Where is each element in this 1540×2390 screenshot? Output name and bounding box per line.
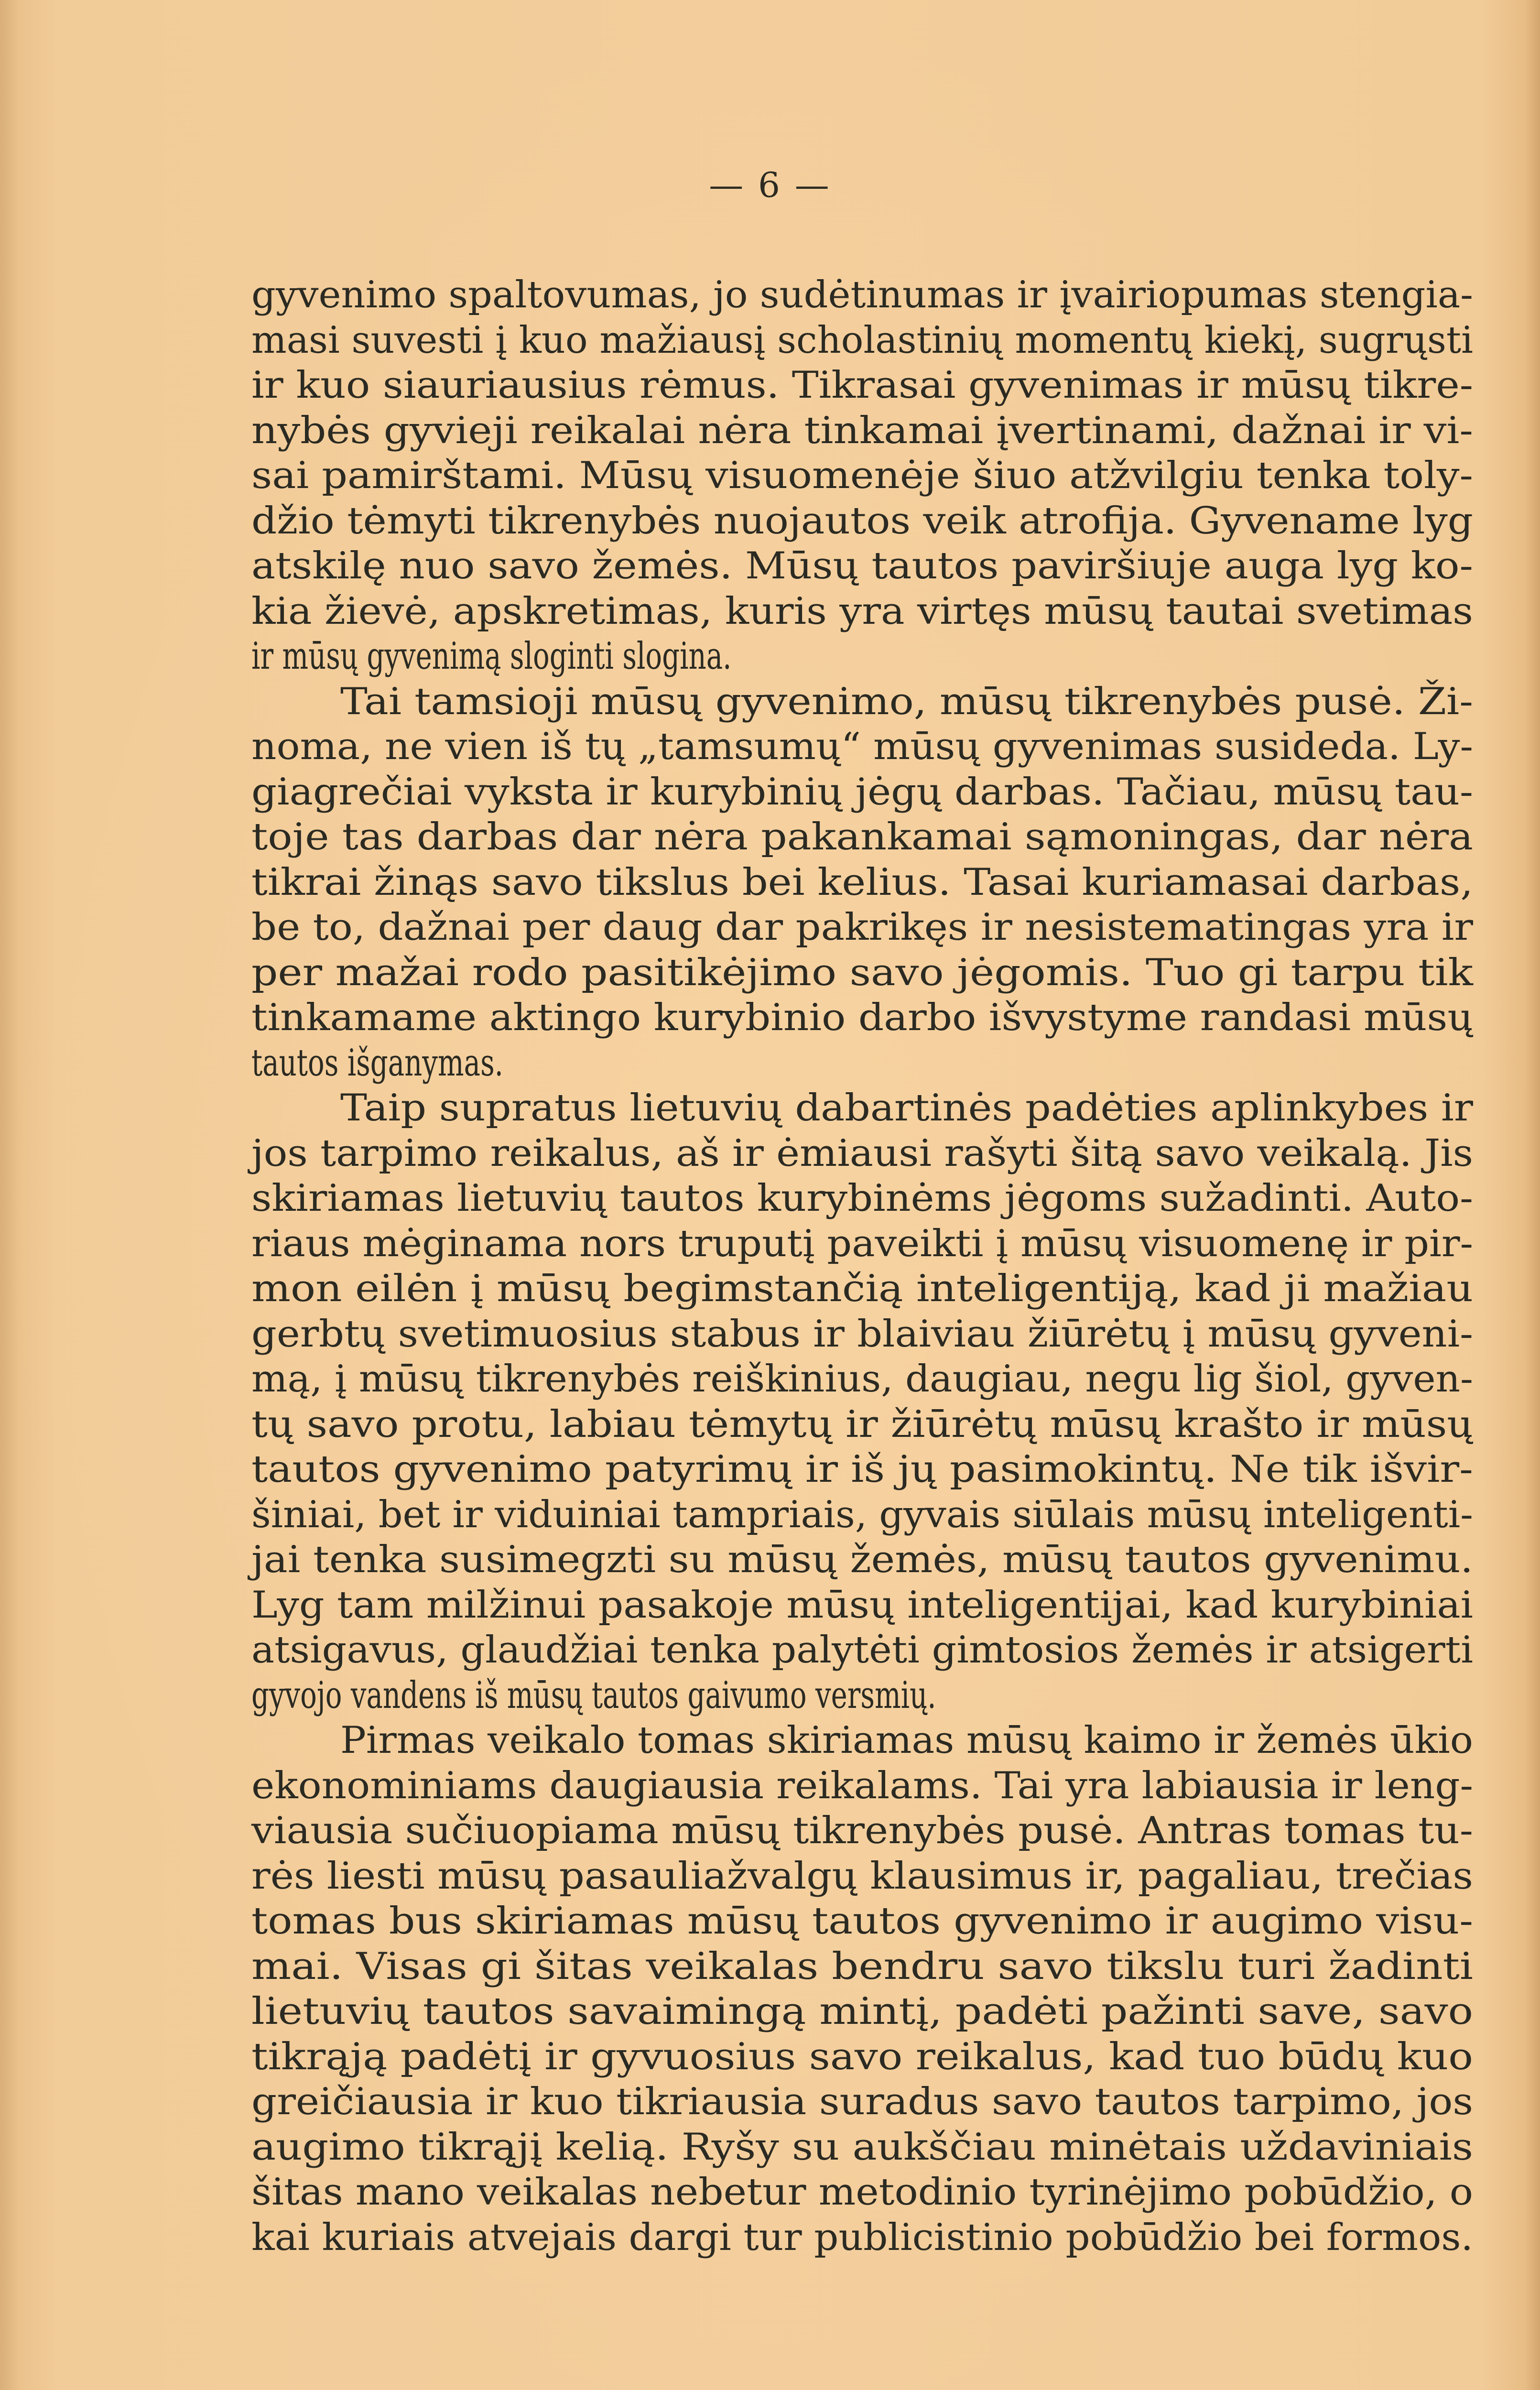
text-line-content: rės liesti mūsų pasauliažvalgų klausimus ir, pagaliau, trečias [251, 1854, 1473, 1898]
text-line [251, 815, 1473, 860]
text-line-content: lietuvių tautos savaimingą mintį, padėti pažinti save, savo [251, 1990, 1473, 2033]
text-line [251, 634, 1473, 679]
text-line-content: jos tarpimo reikalus, aš ir ėmiausi rašyti šitą savo veikalą. Jis [251, 1131, 1473, 1175]
text-line [251, 995, 1473, 1041]
text-line [251, 318, 1473, 363]
text-line-content: greičiausia ir kuo tikriausia suradus savo tautos tarpimo, jos [251, 2080, 1473, 2123]
text-line-content: atsigavus, glaudžiai tenka palytėti gimtosios žemės ir atsigerti [251, 1629, 1473, 1672]
text-line-content: tų savo protu, labiau tėmytų ir žiūrėtų mūsų krašto ir mūsų [251, 1402, 1473, 1446]
text-line [251, 679, 1473, 725]
text-line [251, 2125, 1473, 2170]
text-line [251, 1583, 1473, 1628]
text-line [251, 1854, 1473, 1899]
text-line-content: toje tas darbas dar nėra pakankamai sąmoningas, dar nėra [251, 815, 1473, 858]
text-line [251, 363, 1473, 408]
text-line-content: viausia sučiuopiama mūsų tikrenybės pusė. Antras tomas tu- [251, 1809, 1473, 1852]
text-line-content: ekonominiams daugiausia reikalams. Tai yra labiausia ir leng- [251, 1764, 1473, 1807]
text-line-content: tautos gyvenimo patyrimų ir iš jų pasimokintų. Ne tik išvir- [251, 1448, 1473, 1491]
text-line-content: nybės gyvieji reikalai nėra tinkamai įvertinami, dažnai ir vi- [251, 409, 1473, 452]
text-line [251, 1447, 1473, 1492]
text-line-content: noma, ne vien iš tų „tamsumų“ mūsų gyvenimas susideda. Ly- [251, 725, 1473, 768]
text-line-content: mai. Visas gi šitas veikalas bendru savo tikslu turi žadinti [251, 1945, 1473, 1988]
text-line [251, 2215, 1473, 2260]
text-line [251, 1537, 1473, 1583]
text-line [251, 860, 1473, 905]
text-line [251, 543, 1473, 589]
text-line [251, 1763, 1473, 1809]
text-line-content: šiniai, bet ir viduiniai tampriais, gyvais siūlais mūsų inteligenti- [251, 1493, 1473, 1536]
text-line [251, 499, 1473, 544]
text-line-content: Pirmas veikalo tomas skiriamas mūsų kaimo ir žemės ūkio [340, 1719, 1473, 1762]
text-line-content: gyvojo vandens iš mūsų tautos gaivumo versmių. [251, 1673, 936, 1717]
text-line [251, 1899, 1473, 1944]
text-line [251, 408, 1473, 454]
text-line [251, 1312, 1473, 1357]
text-line-content: per mažai rodo pasitikėjimo savo jėgomis. Tuo gi tarpu tik [251, 951, 1473, 994]
text-line-content: tikrąją padėtį ir gyvuosius savo reikalus, kad tuo būdų kuo [251, 2035, 1473, 2078]
text-line-content: riaus mėginama nors truputį paveikti į mūsų visuomenę ir pir- [251, 1222, 1473, 1265]
text-line [251, 1718, 1473, 1763]
text-line [251, 1176, 1473, 1221]
text-line-content: mą, į mūsų tikrenybės reiškinius, daugiau, negu lig šiol, gyven- [251, 1358, 1473, 1401]
page-number: — 6 — [709, 165, 831, 205]
text-line-content: tomas bus skiriamas mūsų tautos gyvenimo ir augimo visu- [251, 1900, 1473, 1943]
text-line [251, 1041, 1473, 1086]
text-line [251, 1086, 1473, 1131]
text-line [251, 1808, 1473, 1854]
text-line [251, 1673, 1473, 1718]
text-line-content: masi suvesti į kuo mažiausį scholastinių momentų kiekį, sugrųsti [251, 318, 1473, 362]
text-line [251, 770, 1473, 815]
text-line-content: gerbtų svetimuosius stabus ir blaiviau žiūrėtų į mūsų gyveni- [251, 1312, 1473, 1356]
text-line-content: gyvenimo spaltovumas, jo sudėtinumas ir įvairiopumas stengia- [251, 273, 1473, 316]
text-line [251, 1628, 1473, 1673]
body-text [251, 272, 1473, 2260]
text-line-content: jai tenka susimegzti su mūsų žemės, mūsų tautos gyvenimu. [251, 1538, 1473, 1581]
text-line-content: augimo tikrąjį kelią. Ryšy su aukščiau minėtais uždaviniais [251, 2125, 1473, 2169]
text-line [251, 1402, 1473, 1447]
text-line-content: kai kuriais atvejais dargi tur publicistinio pobūdžio bei formos. [251, 2216, 1473, 2259]
text-line-content: atskilę nuo savo žemės. Mūsų tautos paviršiuje auga lyg ko- [251, 544, 1473, 587]
text-line-content: ir kuo siauriausius rėmus. Tikrasai gyvenimas ir mūsų tikre- [251, 364, 1474, 407]
text-line-content: sai pamirštami. Mūsų visuomenėje šiuo atžvilgiu tenka toly- [251, 454, 1473, 497]
text-line-content: be to, dažnai per daug dar pakrikęs ir nesistematingas yra ir [251, 906, 1473, 949]
text-line-content: mon eilėn į mūsų begimstančią inteligentiją, kad ji mažiau [251, 1267, 1473, 1310]
text-line-content: skiriamas lietuvių tautos kurybinėms jėgoms sužadinti. Auto- [251, 1177, 1473, 1220]
text-line-content: Lyg tam milžinui pasakoje mūsų inteligentijai, kad kurybiniai [251, 1583, 1473, 1627]
text-line [251, 1131, 1473, 1176]
text-line [251, 1221, 1473, 1267]
text-line-content: džio tėmyti tikrenybės nuojautos veik atrofija. Gyvename lyg [251, 499, 1473, 543]
text-line-content: kia žievė, apskretimas, kuris yra virtęs mūsų tautai svetimas [251, 589, 1473, 633]
text-line [251, 2170, 1473, 2215]
text-line [251, 1944, 1473, 1989]
text-line-content: tinkamame aktingo kurybinio darbo išvystyme randasi mūsų [251, 996, 1473, 1039]
text-line [251, 905, 1473, 950]
text-line [251, 589, 1473, 634]
text-line-content: giagrečiai vyksta ir kurybinių jėgų darbas. Tačiau, mūsų tau- [251, 770, 1473, 814]
text-line-content: ir mūsų gyvenimą sloginti slogina. [251, 635, 732, 678]
text-line [251, 2034, 1473, 2080]
text-line [251, 2079, 1473, 2125]
text-line [251, 272, 1473, 318]
text-line [251, 1357, 1473, 1402]
text-line [251, 453, 1473, 499]
text-line-content: Taip supratus lietuvių dabartinės padėties aplinkybes ir [340, 1086, 1473, 1130]
text-line [251, 724, 1473, 770]
text-line-content: tautos išganymas. [251, 1041, 504, 1085]
text-line [251, 1989, 1473, 2034]
text-line [251, 1492, 1473, 1538]
text-line-content: šitas mano veikalas nebetur metodinio tyrinėjimo pobūdžio, o [251, 2171, 1473, 2214]
text-line [251, 1266, 1473, 1312]
text-line [251, 950, 1473, 996]
text-line-content: tikrai žinąs savo tikslus bei kelius. Tasai kuriamasai darbas, [251, 860, 1473, 904]
text-line-content: Tai tamsioji mūsų gyvenimo, mūsų tikrenybės pusė. Ži- [340, 680, 1473, 723]
